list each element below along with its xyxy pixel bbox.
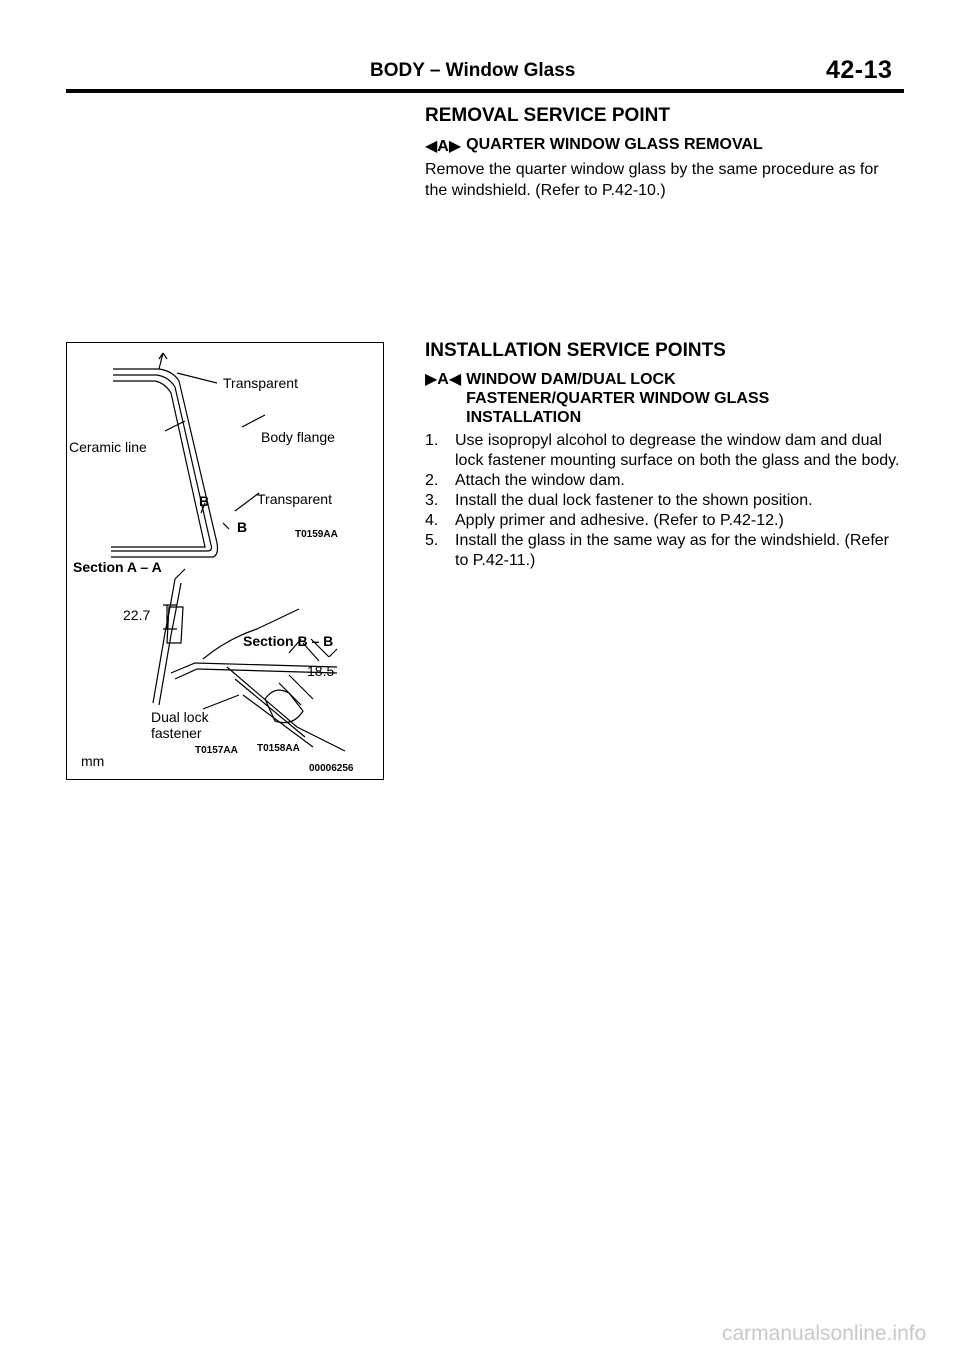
installation-mark: ▶A◀ (425, 371, 462, 388)
label-code-1: T0159AA (295, 529, 338, 540)
list-item: 4. Apply primer and adhesive. (Refer to P.42-12.) (425, 512, 784, 529)
removal-mark: ◀A▶ (425, 138, 462, 155)
label-code-3: T0158AA (257, 743, 300, 754)
label-figure-id: 00006256 (309, 763, 354, 774)
list-item: 1. Use isopropyl alcohol to degrease the window dam and dual lock fastener mounting surface on both the glass and the body. (425, 432, 900, 469)
header-rule (66, 89, 904, 93)
label-section-bb: Section B – B (243, 633, 334, 649)
label-transparent-top: Transparent (223, 375, 298, 391)
removal-subheading (425, 136, 905, 156)
header-title: BODY – Window Glass (370, 60, 576, 81)
label-code-2: T0157AA (195, 745, 238, 756)
removal-heading: REMOVAL SERVICE POINT (425, 105, 670, 126)
removal-text: Remove the quarter window glass by the same procedure as for the windshield. (Refer to P.42-10.) (425, 161, 879, 199)
label-body-flange: Body flange (261, 429, 335, 445)
label-section-aa: Section A – A (73, 559, 162, 575)
installation-subheading (425, 370, 905, 427)
list-item: 3. Install the dual lock fastener to the shown position. (425, 492, 813, 509)
installation-figure (66, 342, 384, 780)
installation-section (425, 340, 905, 571)
label-b-marker-1: B (199, 493, 210, 509)
label-unit: mm (81, 753, 105, 769)
page-number: 42-13 (826, 56, 893, 84)
label-b-marker-2: B (237, 519, 248, 535)
label-transparent-bottom: Transparent (257, 491, 332, 507)
label-dim-2: 18.5 (307, 663, 335, 679)
label-dual-lock: Dual lock (151, 709, 209, 725)
installation-heading: INSTALLATION SERVICE POINTS (425, 340, 726, 361)
removal-subheading-text: QUARTER WINDOW GLASS REMOVAL (466, 136, 763, 153)
watermark: carmanualsonline.info (722, 1322, 927, 1345)
installation-steps (425, 431, 905, 571)
label-dim-1: 22.7 (123, 607, 151, 623)
installation-subheading-text: WINDOW DAM/DUAL LOCK FASTENER/QUARTER WINDOW GLASS INSTALLATION (466, 371, 770, 426)
removal-section (425, 105, 905, 201)
label-fastener: fastener (151, 725, 202, 741)
list-item: 5. Install the glass in the same way as for the windshield. (Refer to P.42-11.) (425, 532, 889, 569)
label-ceramic-line: Ceramic line (69, 439, 147, 455)
list-item: 2. Attach the window dam. (425, 472, 625, 489)
